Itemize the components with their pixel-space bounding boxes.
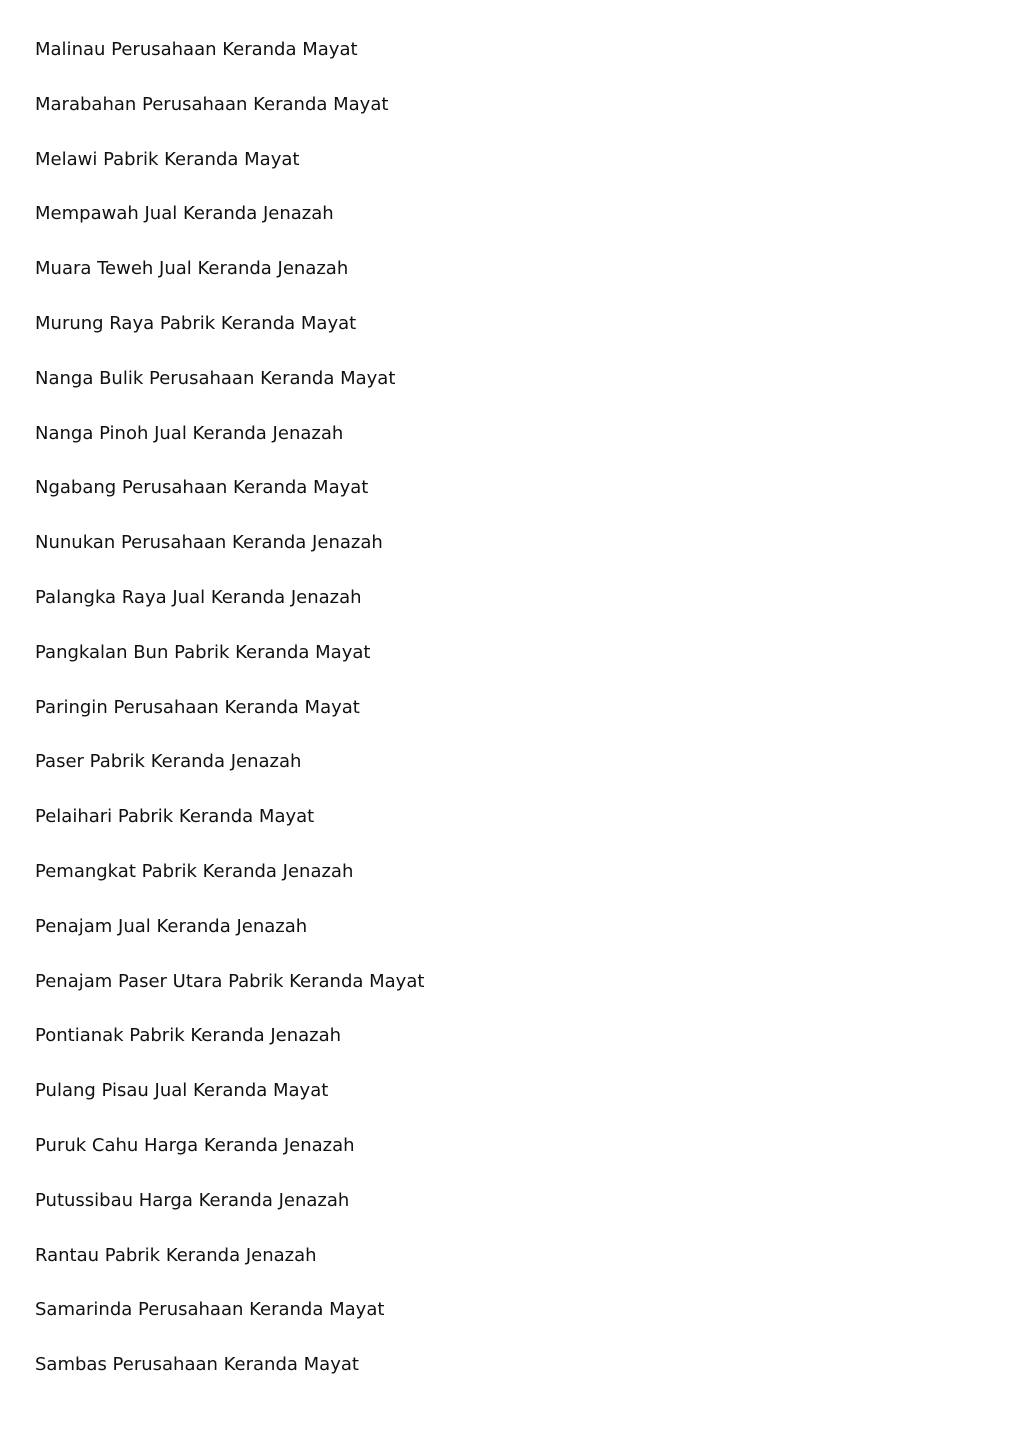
- list-item: Paser Pabrik Keranda Jenazah: [35, 751, 302, 773]
- list-item: Pelaihari Pabrik Keranda Mayat: [35, 806, 315, 828]
- list-item: Penajam Paser Utara Pabrik Keranda Mayat: [35, 970, 425, 992]
- list-item: Puruk Cahu Harga Keranda Jenazah: [35, 1134, 355, 1156]
- list-item: Malinau Perusahaan Keranda Mayat: [35, 39, 358, 60]
- list-item: Paringin Perusahaan Keranda Mayat: [35, 696, 360, 718]
- location-list: [35, 36, 424, 1406]
- list-item: Rantau Pabrik Keranda Jenazah: [35, 1244, 317, 1266]
- list-item: Muara Teweh Jual Keranda Jenazah: [35, 258, 349, 280]
- list-item: Pemangkat Pabrik Keranda Jenazah: [35, 860, 354, 882]
- list-item: Pulang Pisau Jual Keranda Mayat: [35, 1080, 329, 1102]
- list-item: Putussibau Harga Keranda Jenazah: [35, 1189, 350, 1211]
- list-item: Murung Raya Pabrik Keranda Mayat: [35, 312, 357, 334]
- list-item: Ngabang Perusahaan Keranda Mayat: [35, 477, 369, 499]
- list-item: Nunukan Perusahaan Keranda Jenazah: [35, 532, 383, 554]
- list-item: Pontianak Pabrik Keranda Jenazah: [35, 1025, 342, 1047]
- list-item: Nanga Pinoh Jual Keranda Jenazah: [35, 422, 344, 444]
- list-item: Samarinda Perusahaan Keranda Mayat: [35, 1299, 385, 1321]
- list-item: Nanga Bulik Perusahaan Keranda Mayat: [35, 367, 396, 389]
- list-item: Penajam Jual Keranda Jenazah: [35, 915, 308, 937]
- list-item: Sambas Perusahaan Keranda Mayat: [35, 1354, 359, 1376]
- list-item: Palangka Raya Jual Keranda Jenazah: [35, 586, 362, 608]
- list-item: Mempawah Jual Keranda Jenazah: [35, 203, 334, 225]
- list-item: Marabahan Perusahaan Keranda Mayat: [35, 93, 389, 115]
- list-item: Pangkalan Bun Pabrik Keranda Mayat: [35, 641, 371, 663]
- list-item: Melawi Pabrik Keranda Mayat: [35, 148, 300, 170]
